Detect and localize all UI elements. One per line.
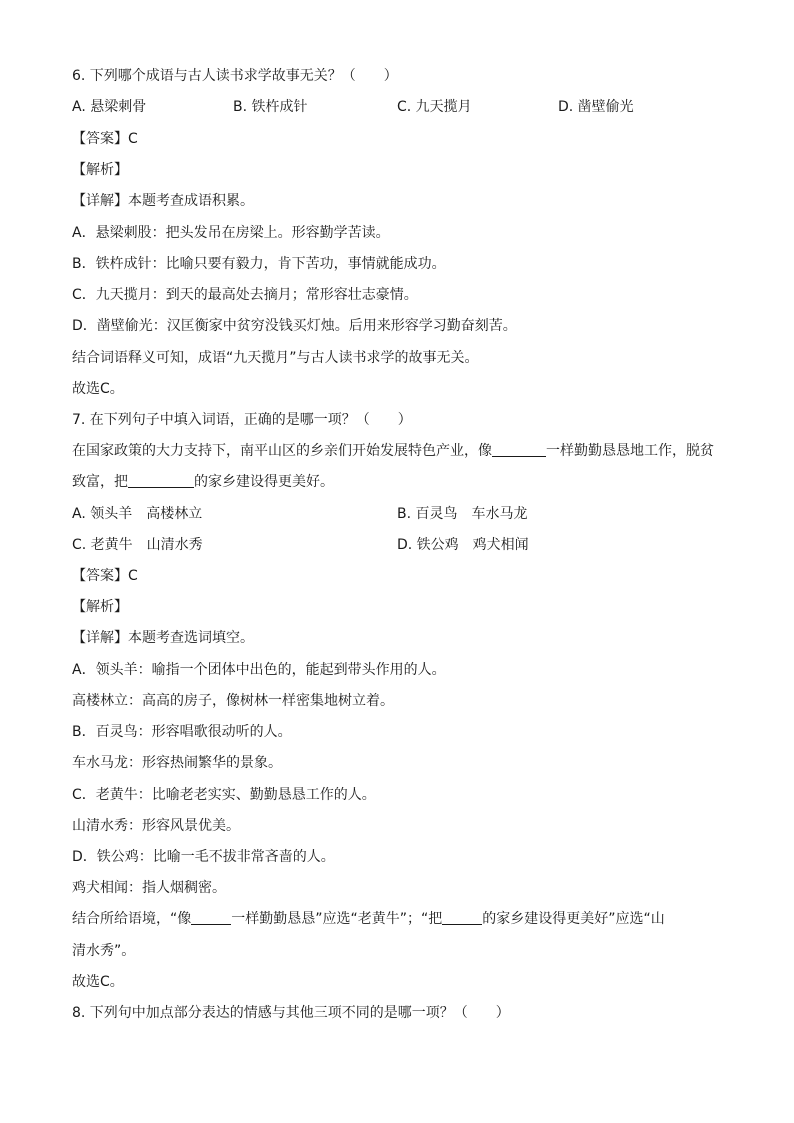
q6-answer: 【答案】C: [72, 131, 138, 147]
q7-explain-b2: 车水马龙：形容热闹繁华的景象。: [72, 755, 282, 771]
q7-explain-c1: C．老黄牛：比喻老老实实、勤勤恳恳工作的人。: [72, 787, 376, 803]
q6-option-a: A. 悬梁刺骨: [72, 99, 147, 115]
q7-analysis-label: 【解析】: [72, 599, 128, 615]
q7-conclusion-text: 的家乡建设得更美好”应选“山: [482, 911, 665, 927]
q7-passage-text: 致富，把: [72, 474, 128, 490]
q7-option-b: B. 百灵鸟 车水马龙: [397, 506, 528, 522]
q7-passage-text: 的家乡建设得更美好。: [194, 474, 334, 490]
q7-explain-a1: A．领头羊：喻指一个团体中出色的，能起到带头作用的人。: [72, 662, 446, 678]
fill-blank: [492, 442, 546, 457]
q7-option-a: A. 领头羊 高楼林立: [72, 506, 203, 522]
q7-answer: 【答案】C: [72, 568, 138, 584]
q7-stem: 7. 在下列句子中填入词语，正确的是哪一项？（ ）: [72, 412, 412, 428]
q7-option-d: D. 铁公鸡 鸡犬相闻: [397, 537, 529, 553]
q6-final: 故选C。: [72, 381, 124, 397]
fill-blank: [442, 910, 482, 925]
q7-option-c: C. 老黄牛 山清水秀: [72, 537, 203, 553]
q7-conclusion-text: 一样勤勤恳恳”应选“老黄牛”；“把: [231, 911, 443, 927]
q7-explain-d2: 鸡犬相闻：指人烟稠密。: [72, 880, 226, 896]
q7-explain-c2: 山清水秀：形容风景优美。: [72, 818, 240, 834]
q6-analysis-label: 【解析】: [72, 162, 128, 178]
q7-detail: 【详解】本题考查选词填空。: [72, 630, 254, 646]
q7-conclusion-text: 结合所给语境，“像: [72, 911, 192, 927]
fill-blank: [128, 473, 194, 488]
q6-explain-c: C．九天揽月：到天的最高处去摘月；常形容壮志豪情。: [72, 287, 418, 303]
q6-detail: 【详解】本题考查成语积累。: [72, 193, 254, 209]
q6-option-d: D. 凿壁偷光: [558, 99, 634, 115]
q6-stem: 6. 下列哪个成语与古人读书求学故事无关？（ ）: [72, 68, 398, 84]
q6-conclusion: 结合词语释义可知，成语“九天揽月”与古人读书求学的故事无关。: [72, 350, 479, 366]
q7-passage-line-2: [72, 472, 734, 492]
fill-blank: [191, 910, 231, 925]
q7-conclusion-line-2: 清水秀”。: [72, 943, 136, 959]
q6-option-b: B. 铁杵成针: [233, 99, 308, 115]
q7-final: 故选C。: [72, 974, 124, 990]
q7-passage-text: 在国家政策的大力支持下，南平山区的乡亲们开始发展特色产业，像: [72, 443, 492, 459]
q6-explain-a: A．悬梁刺股：把头发吊在房梁上。形容勤学苦读。: [72, 225, 390, 241]
q7-explain-b1: B．百灵鸟：形容唱歌很动听的人。: [72, 724, 292, 740]
q8-stem: 8. 下列句中加点部分表达的情感与其他三项不同的是哪一项？（ ）: [72, 1005, 510, 1021]
q7-passage-line-1: [72, 441, 734, 461]
q6-explain-b: B．铁杵成针：比喻只要有毅力，肯下苦功，事情就能成功。: [72, 256, 446, 272]
q7-explain-d1: D．铁公鸡：比喻一毛不拔非常吝啬的人。: [72, 849, 335, 865]
q6-explain-d: D．凿壁偷光：汉匡衡家中贫穷没钱买灯烛。后用来形容学习勤奋刻苦。: [72, 318, 517, 334]
q7-passage-text: 一样勤勤恳恳地工作，脱贫: [546, 443, 714, 459]
q7-explain-a2: 高楼林立：高高的房子，像树林一样密集地树立着。: [72, 693, 394, 709]
q6-option-c: C. 九天揽月: [397, 99, 472, 115]
q7-conclusion-line-1: [72, 909, 734, 929]
